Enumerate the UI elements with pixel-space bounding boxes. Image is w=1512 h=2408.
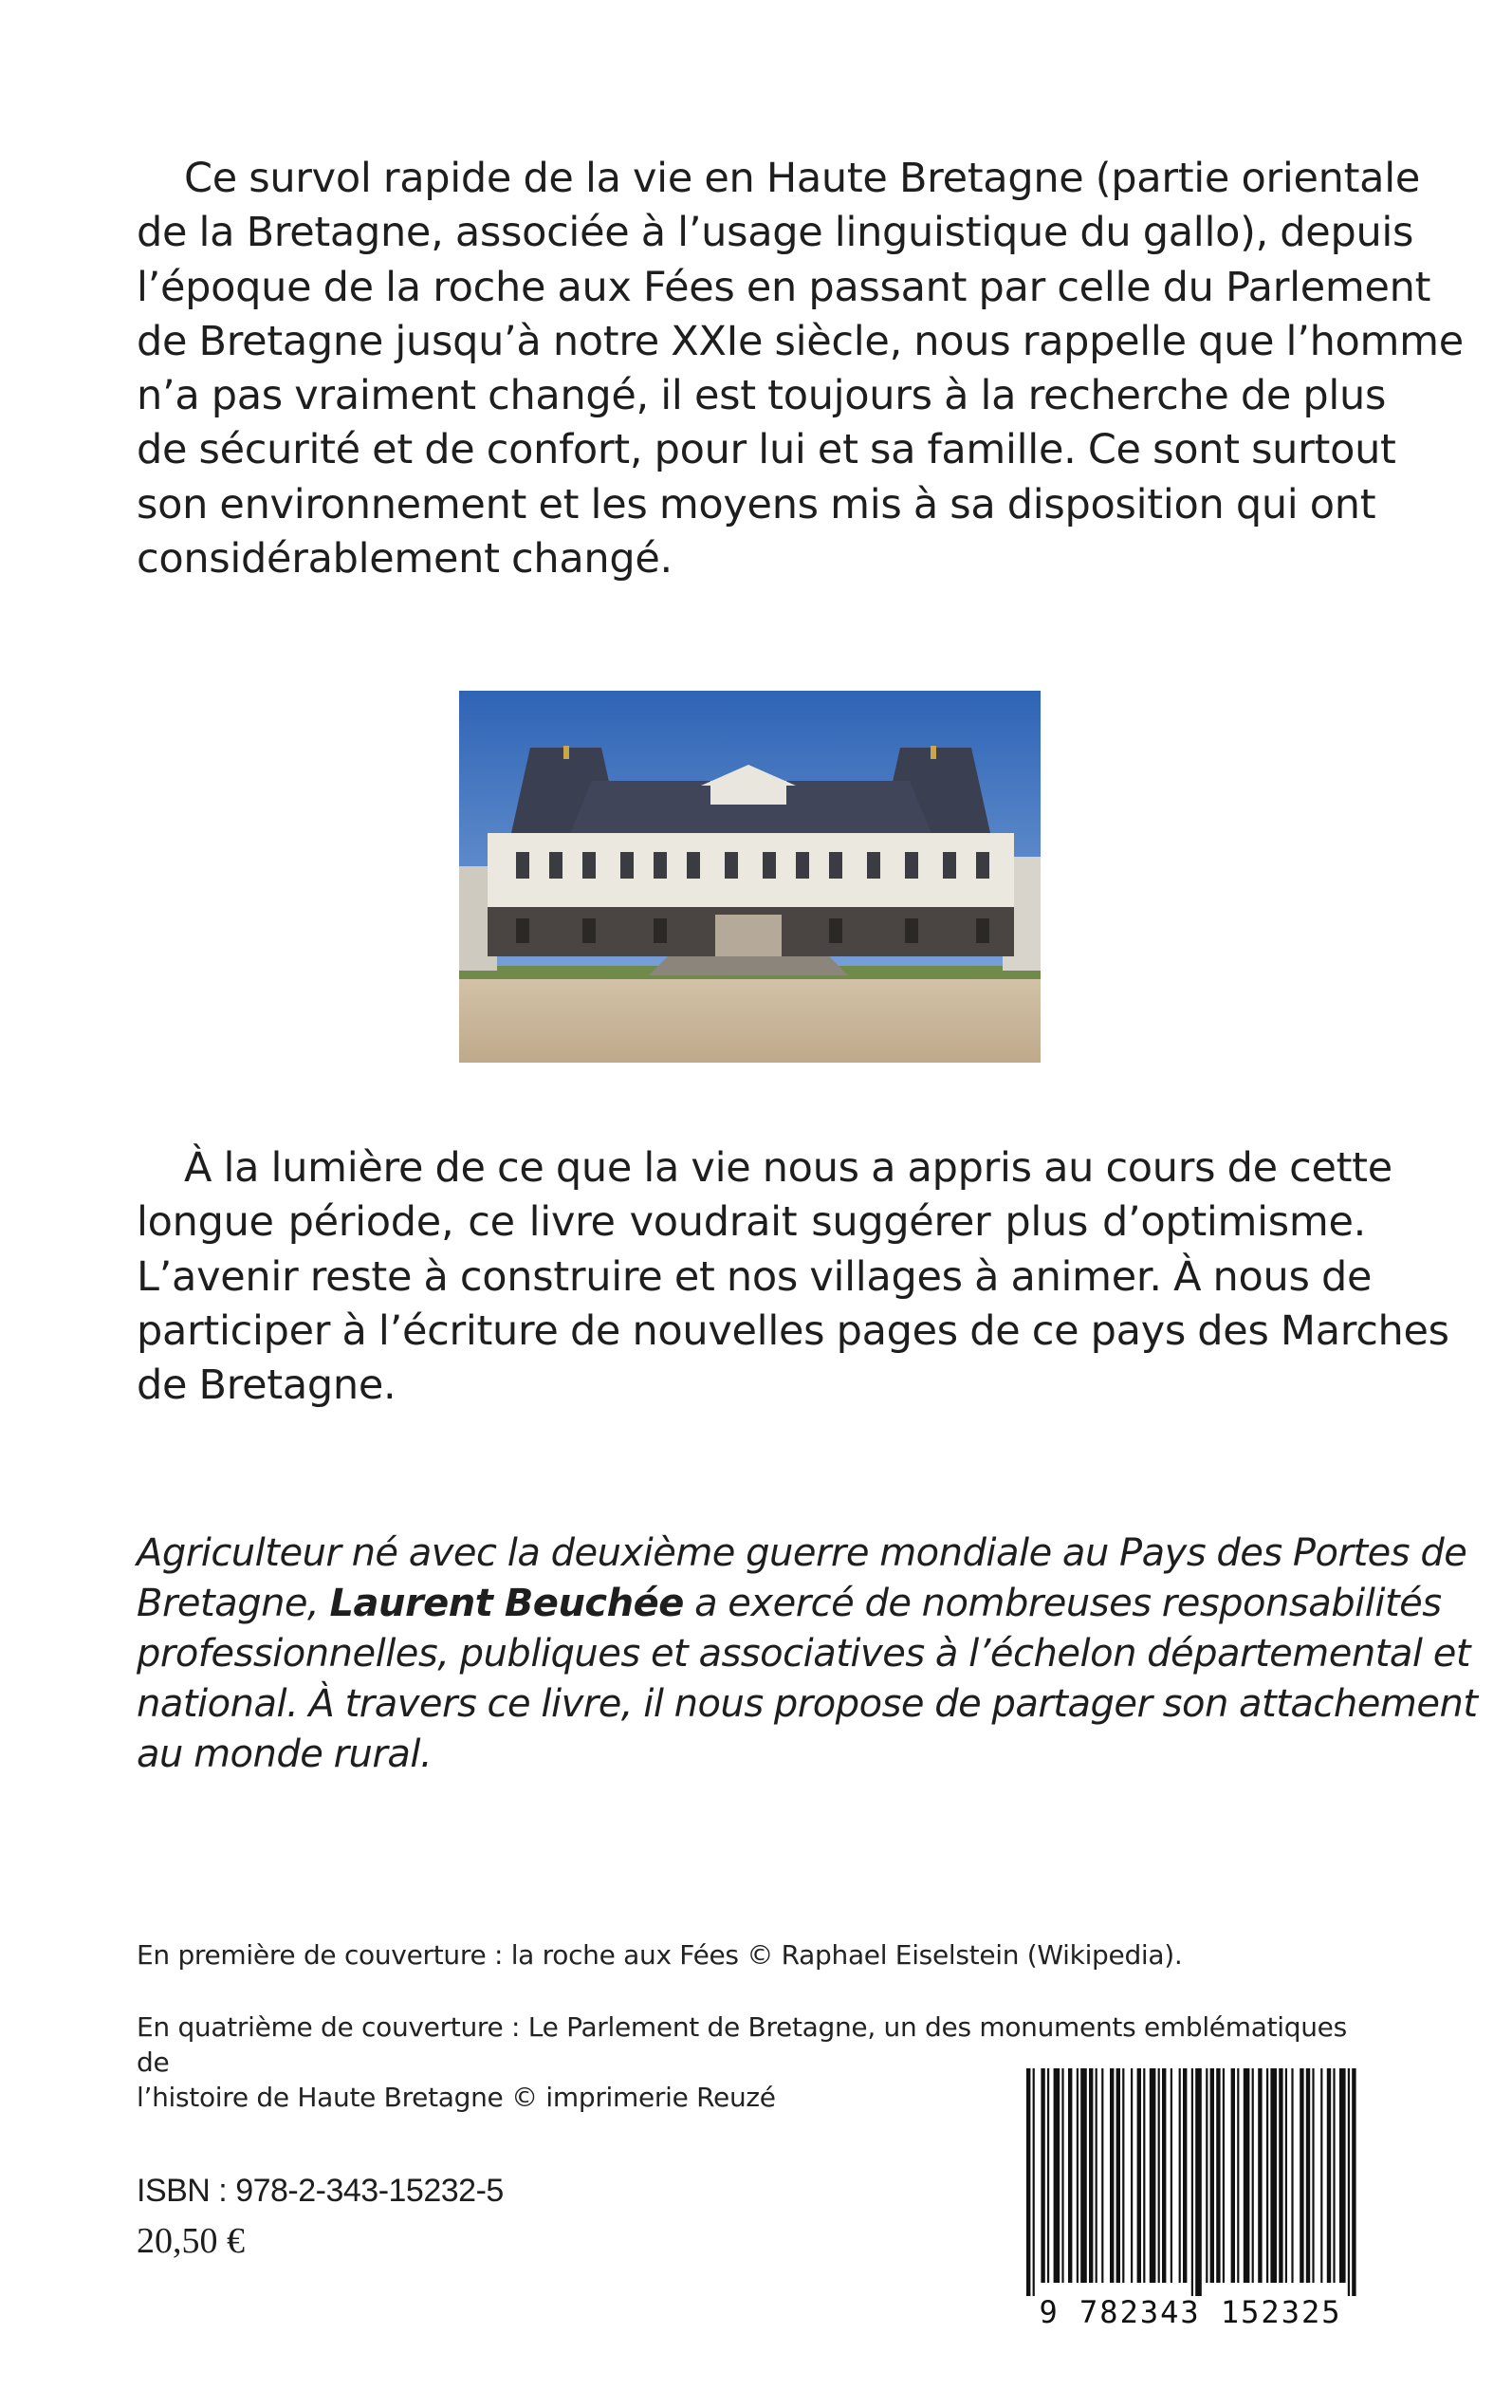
bio-line: au monde rural.	[137, 1732, 433, 1776]
outro-text-cont	[137, 1195, 1449, 1413]
isbn: ISBN : 978-2-343-15232-5	[137, 2173, 504, 2209]
back-cover-credit-line: l’histoire de Haute Bretagne © imprimerie Reuzé	[137, 2082, 776, 2113]
outro-line: participer à l’écriture de nouvelles pages de ce pays des Marches	[137, 1306, 1449, 1355]
intro-line: son environnement et les moyens mis à sa disposition qui ont	[137, 480, 1376, 528]
intro-line: n’a pas vraiment changé, il est toujours à la recherche de plus	[137, 372, 1387, 420]
intro-paragraph	[137, 152, 1464, 586]
author-bio	[137, 1528, 1478, 1780]
front-cover-credit: En première de couverture : la roche aux Fées © Raphael Eiselstein (Wikipedia).	[137, 1939, 1183, 1971]
intro-line: l’époque de la roche aux Fées en passant par celle du Parlement	[137, 263, 1431, 311]
intro-text-cont	[137, 206, 1464, 586]
bio-line: national. À travers ce livre, il nous propose de partager son attachement	[137, 1682, 1478, 1726]
author-bio-text	[137, 1528, 1478, 1780]
outro-line: de Bretagne.	[137, 1361, 396, 1410]
back-cover-credit-line: En quatrième de couverture : Le Parlement de Bretagne, un des monuments emblématiques de	[137, 2011, 1347, 2078]
bio-line: Agriculteur né avec la deuxième guerre mondiale au Pays des Portes de	[137, 1531, 1467, 1575]
intro-line: de Bretagne jusqu’à notre XXIe siècle, nous rappelle que l’homme	[137, 317, 1464, 365]
outro-paragraph	[137, 1141, 1449, 1413]
bio-line: professionnelles, publiques et associatives à l’échelon départemental et	[137, 1632, 1471, 1676]
author-name: Laurent Beuchée	[329, 1582, 684, 1625]
intro-line: Ce survol rapide de la vie en Haute Bretagne (partie orientale	[184, 155, 1420, 202]
intro-text	[137, 152, 1420, 206]
barcode	[1015, 2068, 1366, 2296]
outro-line: L’avenir reste à construire et nos villages à animer. À nous de	[137, 1252, 1373, 1301]
intro-line: de la Bretagne, associée à l’usage linguistique du gallo), depuis	[137, 209, 1414, 257]
outro-text	[137, 1141, 1392, 1195]
price: 20,50 €	[137, 2221, 245, 2261]
intro-line: de sécurité et de confort, pour lui et sa famille. Ce sont surtout	[137, 426, 1396, 474]
bio-line-2: Bretagne, Laurent Beuchée a exercé de nombreuses responsabilités	[137, 1582, 1442, 1625]
outro-line: longue période, ce livre voudrait suggérer plus d’optimisme.	[137, 1198, 1366, 1247]
intro-line: considérablement changé.	[137, 535, 673, 583]
parlement-de-bretagne-photo	[459, 691, 1041, 1063]
barcode-digits: 9 782343 152325	[1039, 2294, 1342, 2330]
outro-line: À la lumière de ce que la vie nous a appris au cours de cette	[184, 1144, 1392, 1192]
